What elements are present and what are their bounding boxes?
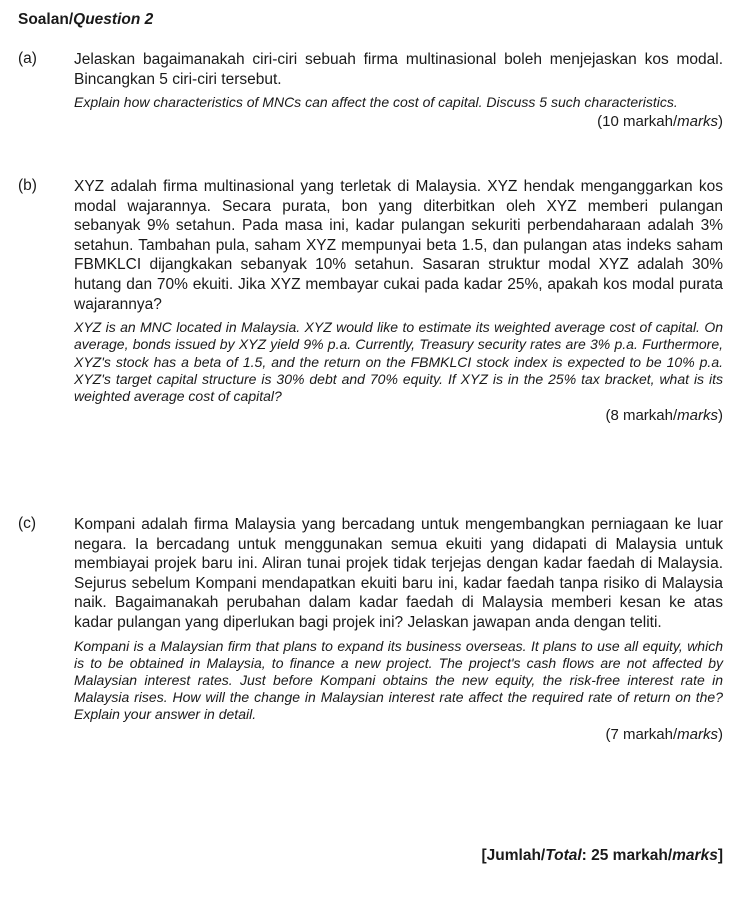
heading-malay: Soalan/ [18, 11, 74, 28]
question-heading [18, 11, 153, 29]
part-a [18, 50, 723, 130]
part-a-english-text: Explain how characteristics of MNCs can affect the cost of capital. Discuss 5 such characteristics. [74, 94, 678, 111]
part-b-marks: (8 markah/marks) [605, 407, 723, 425]
part-b-english-text: XYZ is an MNC located in Malaysia. XYZ would like to estimate its weighted average cost of capital. On average, bonds issued by XYZ yield 9% p.a. Currently, Treasury security rates are 3% p.a. Furthermore, XYZ's stock has a beta of 1.5, and the return on the FBMKLCI stock index is expected to be 10% p.a. XYZ's target capital structure is 30% debt and 70% equity. If XYZ is in the 25% tax bracket, what is its weighted average cost of capital? [74, 319, 723, 404]
part-c-malay-text: Kompani adalah firma Malaysia yang bercadang untuk mengembangkan perniagaan ke luar negara. Ia bercadang untuk menggunakan semua ekuiti yang didapati di Malaysia untuk membiayai projek baru ini. Aliran tunai projek tidak terjejas dengan kadar faedah di Malaysia. Sejurus sebelum Kompani mendapatkan ekuiti baru ini, kadar faedah tanpa risiko di Malaysia naik. Bagaimanakah perubahan dalam kadar faedah di Malaysia memberi kesan ke atas kadar pulangan yang diperlukan bagi projek ini? Jelaskan jawapan anda dengan teliti. [74, 516, 723, 631]
part-a-malay-text: Jelaskan bagaimanakah ciri-ciri sebuah firma multinasional boleh menjejaskan kos modal. Bincangkan 5 ciri-ciri tersebut. [74, 51, 723, 88]
part-c-label: (c) [18, 515, 37, 532]
part-b-label: (b) [18, 177, 37, 194]
total-marks: [Jumlah/Total: 25 markah/marks] [481, 847, 723, 864]
part-b-malay-text: XYZ adalah firma multinasional yang terletak di Malaysia. XYZ hendak menganggarkan kos modal wajarannya. Secara purata, bon yang diterbitkan oleh XYZ memberi pulangan sebanyak 9% setahun. Pada masa ini, kadar pulangan sekuriti perbendaharaan adalah 3% setahun. Tambahan pula, saham XYZ mempunyai beta 1.5, dan pulangan atas indeks saham FBMKLCI dijangkakan sebanyak 10% setahun. Sasaran struktur modal XYZ adalah 30% hutang dan 70% ekuiti. Jika XYZ membayar cukai pada kadar 25%, apakah kos modal purata wajarannya? [74, 178, 723, 313]
heading-english: Question 2 [73, 11, 154, 28]
part-a-marks: (10 markah/marks) [597, 113, 723, 131]
part-c [18, 515, 723, 743]
part-c-english-text: Kompani is a Malaysian firm that plans to expand its business overseas. It plans to use all equity, which is to be obtained in Malaysia, to finance a new project. The project's cash flows are not affected by Malaysian interest rates. Just before Kompani obtains the new equity, the risk-free interest rate in Malaysia rises. How will the change in Malaysian interest rate affect the required rate of return on the? Explain your answer in detail. [74, 637, 723, 723]
part-a-label: (a) [18, 50, 37, 67]
part-c-marks: (7 markah/marks) [605, 725, 723, 743]
part-b [18, 177, 723, 424]
